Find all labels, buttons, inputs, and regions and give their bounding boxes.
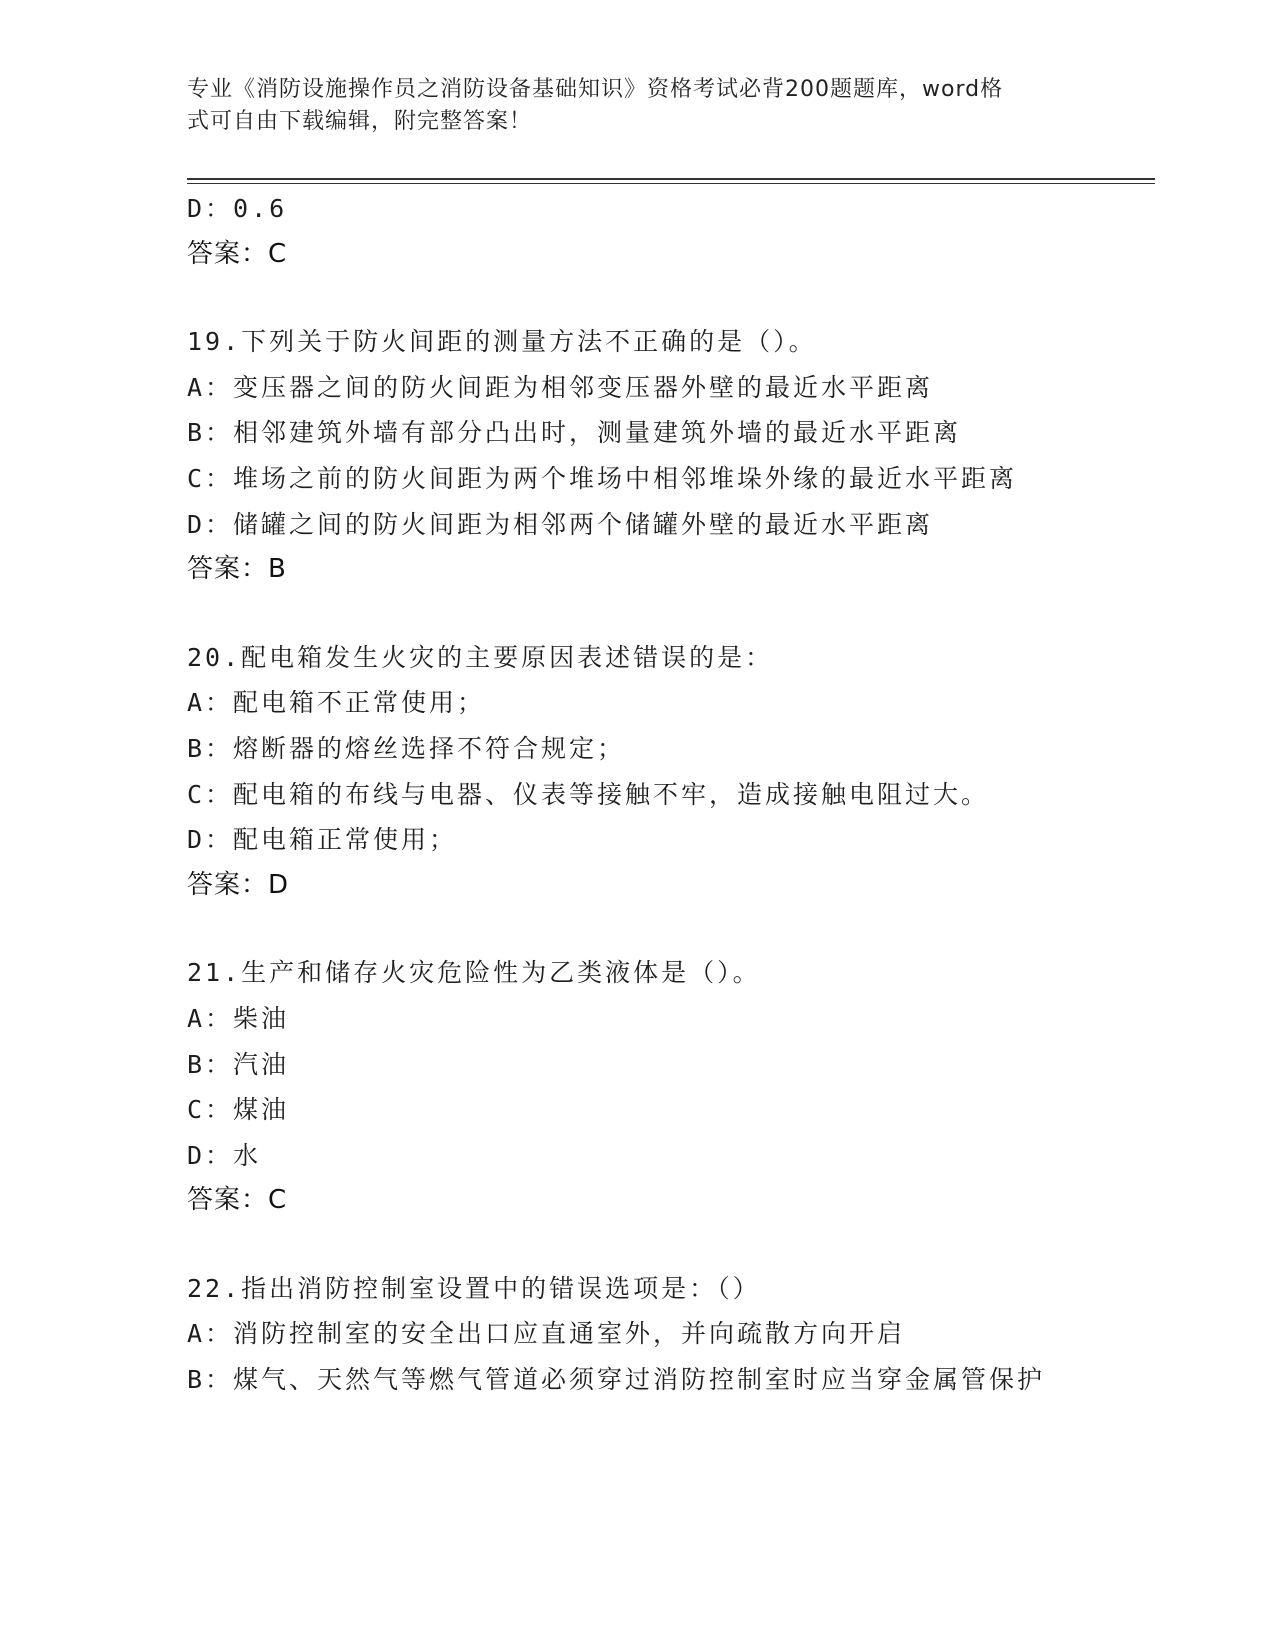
option-c: C：煤油 — [187, 1095, 290, 1125]
question-block-20 — [187, 635, 1147, 909]
option-a: A：柴油 — [187, 1003, 290, 1033]
spacer — [187, 1224, 1147, 1266]
question-block-21 — [187, 950, 1147, 1224]
answer-text: 答案：C — [187, 1185, 288, 1216]
question-text: 21.生产和储存火灾危险性为乙类液体是（）。 — [187, 958, 761, 988]
question-text: 19.下列关于防火间距的测量方法不正确的是（）。 — [187, 327, 817, 357]
question-block-22 — [187, 1266, 1147, 1403]
partial-option-d: D：0.6 — [187, 194, 288, 223]
answer-text: 答案：D — [187, 869, 290, 900]
question-content — [187, 186, 1147, 1403]
option-a: A：变压器之间的防火间距为相邻变压器外壁的最近水平距离 — [187, 372, 934, 402]
option-d: D：水 — [187, 1140, 262, 1170]
answer-text: 答案：B — [187, 554, 287, 585]
option-b: B：煤气、天然气等燃气管道必须穿过消防控制室时应当穿金属管保护 — [187, 1365, 1046, 1395]
spacer — [187, 277, 1147, 319]
header-divider-thin — [187, 183, 1155, 184]
spacer — [187, 593, 1147, 635]
header-divider-thick — [187, 178, 1155, 180]
document-header — [187, 74, 1067, 138]
spacer — [187, 908, 1147, 950]
option-d: D：储罐之间的防火间距为相邻两个储罐外壁的最近水平距离 — [187, 509, 934, 539]
partial-answer: 答案：C — [187, 238, 288, 269]
option-c: C：堆场之前的防火间距为两个堆场中相邻堆垛外缘的最近水平距离 — [187, 463, 1018, 493]
option-b: B：相邻建筑外墙有部分凸出时，测量建筑外墙的最近水平距离 — [187, 418, 962, 448]
header-line-2: 式可自由下载编辑，附完整答案！ — [187, 109, 533, 134]
option-a: A：配电箱不正常使用； — [187, 688, 486, 718]
header-line-1: 专业《消防设施操作员之消防设备基础知识》资格考试必背200题题库，word格 — [187, 77, 1004, 102]
question-text: 20.配电箱发生火灾的主要原因表述错误的是： — [187, 642, 774, 672]
option-d: D：配电箱正常使用； — [187, 825, 458, 855]
option-a: A：消防控制室的安全出口应直通室外，并向疏散方向开启 — [187, 1319, 906, 1349]
question-block-19 — [187, 319, 1147, 593]
option-b: B：汽油 — [187, 1049, 290, 1079]
question-text: 22.指出消防控制室设置中的错误选项是：（） — [187, 1273, 761, 1303]
option-c: C：配电箱的布线与电器、仪表等接触不牢，造成接触电阻过大。 — [187, 779, 990, 809]
option-b: B：熔断器的熔丝选择不符合规定； — [187, 733, 626, 763]
